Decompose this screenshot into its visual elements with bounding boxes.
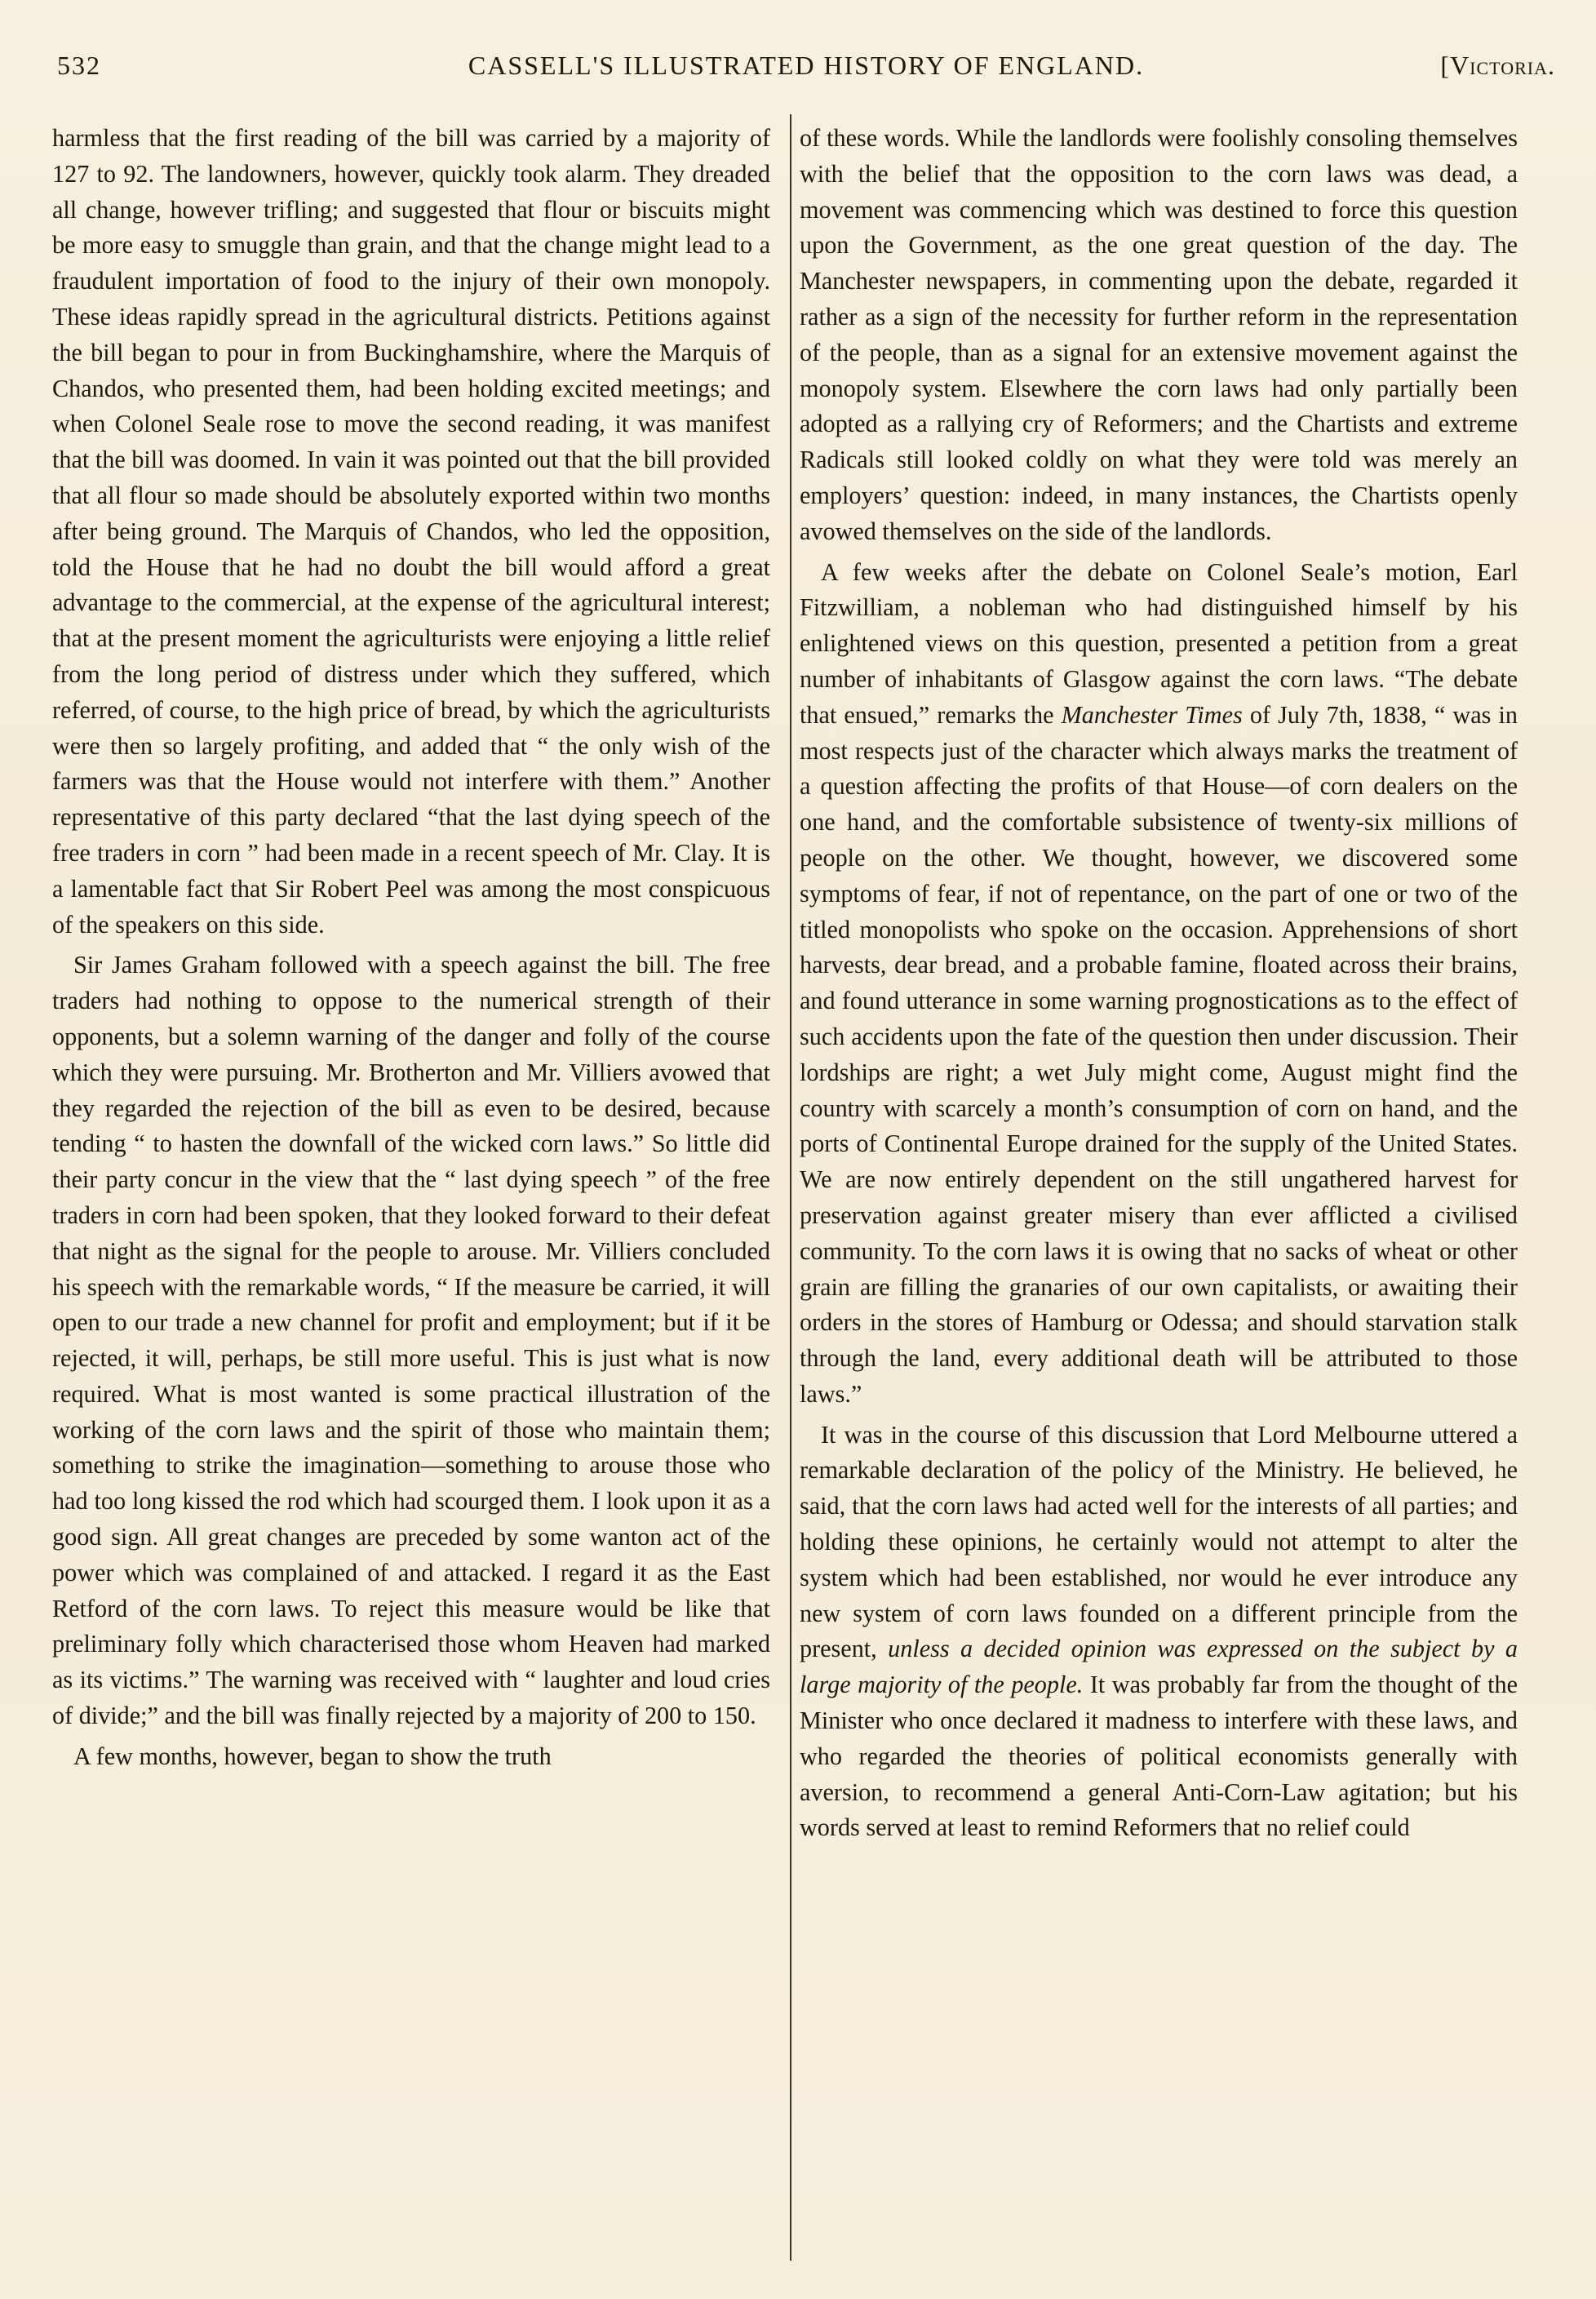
paragraph: harmless that the first reading of the bill was carried by a majority of 127 to 92. The landowners, however, quickly took alarm. They dreaded all change, however trifling; and suggested that flour or biscuits might be more easy to smuggle than grain, and that the change might lead to a fraudulent importation of food to the injury of their own monopoly. These ideas rapidly spread in the agricultural districts. Petitions against the bill began to pour in from Buckinghamshire, where the Marquis of Chandos, who presented them, had been holding excited meetings; and when Colonel Seale rose to move the second reading, it was manifest that the bill was doomed. In vain it was pointed out that the bill provided that all flour so made should be absolutely exported within two months after being ground. The Marquis of Chandos, who led the opposition, told the House that he had no doubt the bill would afford a great advantage to the commercial, at the expense of the agricultural interest; that at the present moment the agriculturists were enjoying a little relief from the long period of distress under which they suffered, which referred, of course, to the high price of bread, by which the agriculturists were then so largely profiting, and added that “ the only wish of the farmers was that the House would not interfere with them.” Another representative of this party declared “that the last dying speech of the free traders in corn ” had been made in a recent speech of Mr. Clay. It is a lamentable fact that Sir Robert Peel was among the most conspicuous of the speakers on this side. <box>52 124 770 939</box>
section-label: [Victoria. <box>1440 51 1555 80</box>
paragraph: A few months, however, began to show the truth <box>73 1742 552 1770</box>
page-number: 532 <box>57 51 101 80</box>
text-run: A few weeks after the debate on Colonel Seale’s motion, Earl Fitzwilliam, a nobleman who had distinguished himself by his enlightened views on this question, presented a petition from a great number of inhabitants of Glasgow against the corn laws. “The debate that ensued,” remarks the <box>800 557 1518 729</box>
text-run: of July 7th, 1838, “ was in most respects just of the character which always marks the treatment of a question affecting the profits of that House—of corn dealers on the one hand, and the comfortable subsistence of twenty-six millions of people on the other. We thought, however, we discovered some symptoms of fear, if not of repentance, on the part of one or two of the titled monopolists who spoke on the occasion. Apprehensions of short harvests, dear bread, and a probable famine, floated across their brains, and found utterance in some warning prognostications as to the effect of such accidents upon the fate of the question then under discussion. Their lordships are right; a wet July might come, August might find the country with scarcely a month’s consumption of corn on hand, and the ports of Continental Europe drained for the supply of the United States. We are now entirely dependent on the still ungathered harvest for preservation against greater misery than ever afflicted a civilised community. To the corn laws it is owing that no sacks of wheat or other grain are filling the granaries of our own capitalists, or awaiting their orders in the stores of Hamburg or Odessa; and should starvation stalk through the land, every additional death will be attributed to those laws.” <box>800 700 1518 1408</box>
left-column <box>52 121 770 1775</box>
italic-emphasis: unless a decided opinion was expressed on the subject by a large majority of the people. <box>800 1635 1518 1699</box>
column-divider <box>790 114 791 2261</box>
page-header <box>57 51 1555 88</box>
paragraph <box>800 555 1518 1413</box>
paragraph <box>800 1418 1518 1847</box>
text-run: It was probably far from the thought of the Minister who once declared it madness to interfere with these laws, and who regarded the theories of political economists generally with aversion, to recommend a general Anti-Corn-Law agitation; but his words served at least to remind Reformers that no relief could <box>800 1671 1518 1842</box>
running-title: CASSELL'S ILLUSTRATED HISTORY OF ENGLAND. <box>468 51 1145 80</box>
text-run: It was in the course of this discussion that Lord Melbourne uttered a remarkable declaration of the policy of the Ministry. He believed, he said, that the corn laws had acted well for the interests of all parties; and holding these opinions, he certainly would not attempt to alter the system which had been established, nor would he ever introduce any new system of corn laws founded on a different principle from the present, <box>800 1420 1518 1663</box>
paragraph: Sir James Graham followed with a speech against the bill. The free traders had nothing to oppose to the numerical strength of their opponents, but a solemn warning of the danger and folly of the course which they were pursuing. Mr. Brotherton and Mr. Villiers avowed that they regarded the rejection of the bill as even to be desired, because tending “ to hasten the downfall of the wicked corn laws.” So little did their party concur in the view that the “ last dying speech ” of the free traders in corn had been spoken, that they looked forward to their defeat that night as the signal for the people to arouse. Mr. Villiers concluded his speech with the remarkable words, “ If the measure be carried, it will open to our trade a new channel for profit and employment; but if it be rejected, it will, perhaps, be still more useful. This is just what is now required. What is most wanted is some practical illustration of the working of the corn laws and the spirit of those who maintain them; something to strike the imagination—something to arouse those who had too long kissed the rod which had scourged them. I look upon it as a good sign. All great changes are preceded by some wanton act of the power which was complained of and attacked. I regard it as the East Retford of the corn laws. To reject this measure would be like that preliminary folly which characterised those whom Heaven had marked as its victims.” The warning was received with “ laughter and loud cries of divide;” and the bill was finally rejected by a majority of 200 to 150. <box>52 951 770 1730</box>
right-column <box>800 121 1518 1846</box>
paragraph: of these words. While the landlords were foolishly consoling themselves with the belief that the opposition to the corn laws was dead, a movement was commencing which was destined to force this question upon the Government, as the one great question of the day. The Manchester newspapers, in commenting upon the debate, regarded it rather as a sign of the necessity for further reform in the representation of the people, than as a signal for an extensive movement against the monopoly system. Elsewhere the corn laws had only partially been adopted as a rallying cry of Reformers; and the Chartists and extreme Radicals still looked coldly on what they were told was merely an employers’ question: indeed, in many instances, the Chartists openly avowed themselves on the side of the landlords. <box>800 124 1518 545</box>
newspaper-title: Manchester Times <box>1061 700 1243 729</box>
